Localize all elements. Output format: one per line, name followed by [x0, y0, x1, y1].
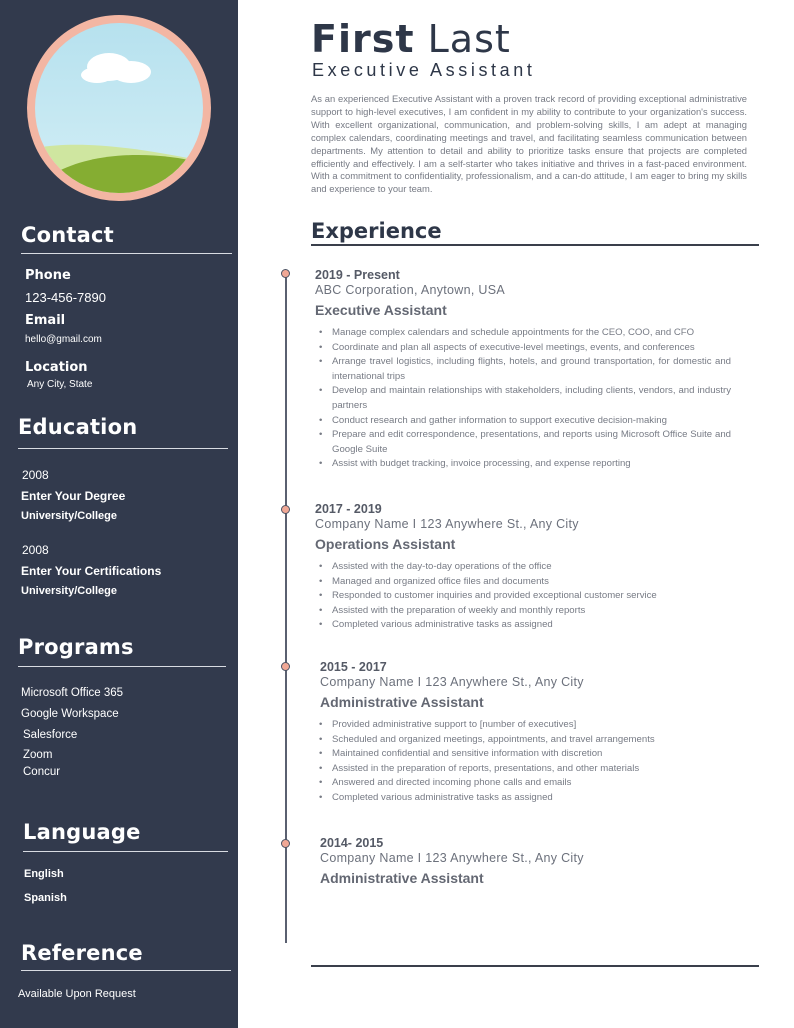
contact-divider — [21, 253, 232, 254]
reference-divider — [21, 970, 231, 971]
program-item: Microsoft Office 365 — [21, 687, 124, 699]
phone-label: Phone — [25, 268, 71, 283]
job-bullet: • Assist with budget tracking, invoice processing, and expense reporting — [315, 457, 731, 472]
program-item: Google Workspace — [21, 708, 119, 720]
job-dates: 2014- 2015 — [320, 836, 384, 850]
timeline-dot — [281, 662, 290, 671]
job-bullets — [315, 326, 731, 472]
job-company: Company Name I 123 Anywhere St., Any City — [320, 675, 584, 689]
timeline-dot — [281, 269, 290, 278]
job-bullet: • Prepare and edit correspondence, presentations, and reports using Microsoft Office Suite and Google Suite — [315, 428, 731, 457]
job-bullet: • Assisted with the day-to-day operations of the office — [315, 560, 731, 575]
location-label: Location — [25, 360, 88, 375]
job-bullet: • Responded to customer inquiries and provided exceptional customer service — [315, 589, 731, 604]
landscape-illustration-icon — [35, 23, 203, 193]
certification-year: 2008 — [22, 543, 49, 557]
job-bullet: • Scheduled and organized meetings, appointments, and travel arrangements — [315, 733, 736, 748]
language-heading: Language — [23, 820, 141, 844]
job-role: Administrative Assistant — [320, 870, 484, 886]
sidebar — [0, 0, 238, 1028]
bottom-divider — [311, 965, 759, 967]
timeline-dot — [281, 839, 290, 848]
education-year: 2008 — [22, 468, 49, 482]
certification-school: University/College — [21, 585, 117, 597]
reference-heading: Reference — [21, 941, 143, 965]
job-dates: 2019 - Present — [315, 268, 400, 282]
experience-entry — [315, 268, 731, 472]
landscape-image — [35, 23, 203, 193]
job-company: Company Name I 123 Anywhere St., Any City — [320, 851, 584, 865]
full-name — [311, 17, 511, 61]
programs-divider — [18, 666, 226, 667]
experience-entry — [320, 836, 736, 886]
experience-entry — [320, 660, 736, 806]
job-bullet: • Conduct research and gather information to support executive decision-making — [315, 414, 731, 429]
job-role: Operations Assistant — [315, 536, 456, 552]
program-item: Zoom — [23, 749, 53, 761]
experience-divider — [311, 244, 759, 246]
last-name: Last — [427, 17, 511, 61]
job-bullet: • Arrange travel logistics, including flights, hotels, and ground transportation, for domestic and international trips — [315, 355, 731, 384]
job-bullet: • Answered and directed incoming phone calls and emails — [315, 776, 736, 791]
education-school: University/College — [21, 510, 117, 522]
phone-value: 123-456-7890 — [25, 290, 106, 305]
education-divider — [18, 448, 228, 449]
reference-text: Available Upon Request — [18, 988, 136, 1000]
summary-paragraph: As an experienced Executive Assistant with a proven track record of providing exceptional administrative support to high-level executives, I am confident in my ability to contribute to your organization's success. With excellent organizational, communication, and problem-solving skills, I am adept at managing complex calendars, coordinating meetings and travel, and facilitating seamless communication between departments. My attention to detail and ability to prioritize tasks ensure that projects are completed efficiently and effectively. I am a self-starter who takes initiative and thrives in a fast-paced environment. With a commitment to confidentiality, professionalism, and a can-do attitude, I am eager to bring my skills and experience to your team. — [311, 93, 747, 195]
job-bullet: • Manage complex calendars and schedule appointments for the CEO, COO, and CFO — [315, 326, 731, 341]
program-item: Salesforce — [23, 729, 78, 741]
job-bullets — [315, 560, 731, 633]
experience-heading: Experience — [311, 219, 442, 243]
job-bullet: • Assisted in the preparation of reports, presentations, and other materials — [315, 762, 736, 777]
job-dates: 2017 - 2019 — [315, 502, 382, 516]
email-value: hello@gmail.com — [25, 334, 102, 345]
job-company: ABC Corporation, Anytown, USA — [315, 283, 506, 297]
job-dates: 2015 - 2017 — [320, 660, 387, 674]
email-label: Email — [25, 313, 66, 328]
language-item: Spanish — [24, 892, 67, 904]
language-item: English — [24, 868, 64, 880]
timeline-dot — [281, 505, 290, 514]
job-title: Executive Assistant — [312, 60, 536, 80]
job-bullets — [315, 718, 736, 806]
job-bullet: • Maintained confidential and sensitive information with discretion — [315, 747, 736, 762]
job-role: Executive Assistant — [315, 302, 447, 318]
programs-heading: Programs — [18, 635, 134, 659]
certification-title: Enter Your Certifications — [21, 564, 162, 578]
language-divider — [23, 851, 228, 852]
job-role: Administrative Assistant — [320, 694, 484, 710]
experience-entry — [315, 502, 731, 633]
job-bullet: • Develop and maintain relationships with stakeholders, including clients, vendors, and industry partners — [315, 384, 731, 413]
education-degree: Enter Your Degree — [21, 489, 126, 503]
job-bullet: • Completed various administrative tasks as assigned — [315, 791, 736, 806]
first-name: First — [311, 17, 415, 61]
job-bullet: • Managed and organized office files and documents — [315, 575, 731, 590]
profile-photo — [27, 15, 211, 201]
job-company: Company Name I 123 Anywhere St., Any City — [315, 517, 579, 531]
job-bullet: • Completed various administrative tasks as assigned — [315, 618, 731, 633]
education-heading: Education — [18, 415, 138, 439]
location-value: Any City, State — [27, 379, 93, 390]
job-bullet: • Coordinate and plan all aspects of executive-level meetings, events, and conferences — [315, 341, 731, 356]
job-bullet: • Assisted with the preparation of weekly and monthly reports — [315, 604, 731, 619]
job-bullet: • Provided administrative support to [number of executives] — [315, 718, 736, 733]
contact-heading: Contact — [21, 223, 114, 247]
program-item: Concur — [23, 766, 61, 778]
